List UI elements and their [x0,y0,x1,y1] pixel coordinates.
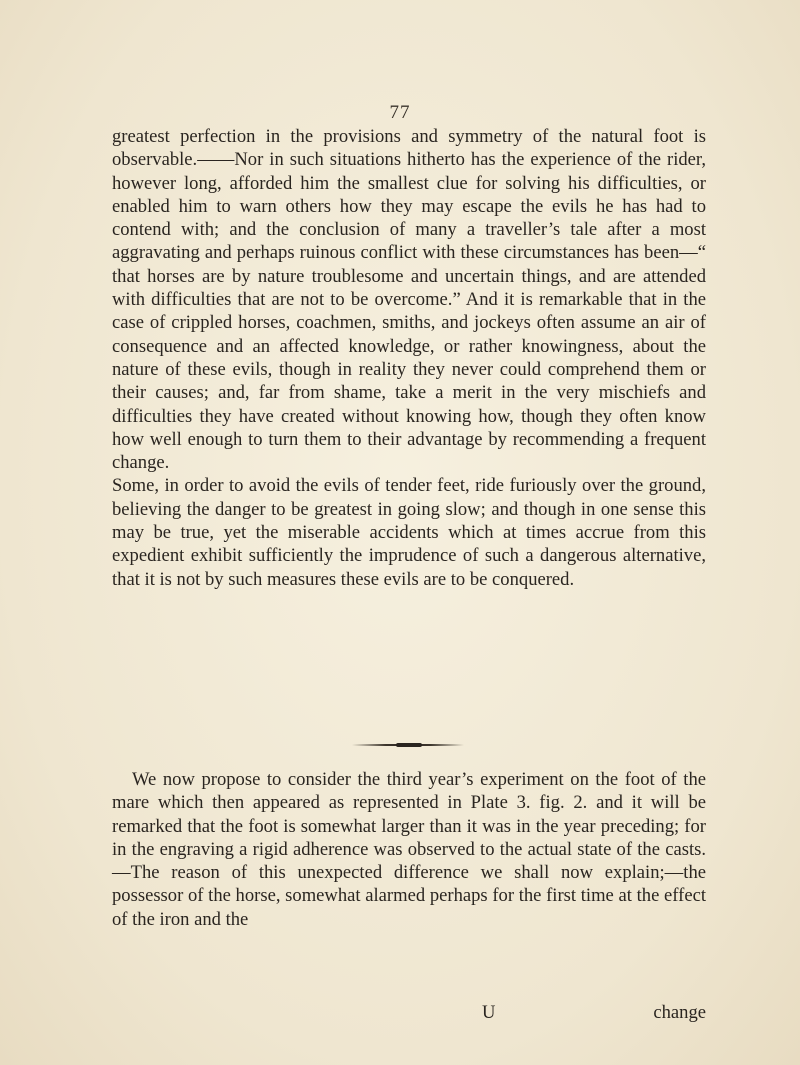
page-footer [112,1002,706,1026]
catchword: change [653,1002,706,1023]
paragraph: Some, in order to avoid the evils of tender feet, ride furiously over the ground, believing the danger to be greatest in going slow; and though in one sense this may be true, yet the miserable accidents which at times accrue from this expedient exhibit sufficiently the imprudence of such a dangerous alternative, that it is not by such measures these evils are to be conquered. [112,475,706,590]
text-section-top [112,125,706,591]
paragraph: We now propose to consider the third year’s experiment on the foot of the mare which then appeared as represented in Plate 3. fig. 2. and it will be remarked that the foot is somewhat larger than it was in the year preceding; for in the engraving a rigid adherence was observed to the actual state of the casts.—The reason of this unexpected difference we shall now explain;—the possessor of the horse, somewhat alarmed perhaps for the first time at the effect of the iron and the [112,769,706,930]
ornamental-divider [352,744,464,746]
page-number: 77 [389,102,411,123]
text-section-bottom [112,768,706,931]
signature-mark: U [482,1002,496,1023]
paragraph: greatest perfection in the provisions and symmetry of the natural foot is observable.——Nor in such situations hitherto has the experience of the rider, however long, afforded him the smallest clue for solving his difficulties, or enabled him to warn others how they may escape the evils he has had to contend with; and the conclusion of many a traveller’s tale after a most aggravating and perhaps ruinous conflict with these circumstances has been—“ that horses are by nature troublesome and uncertain things, and are attended with difficulties that are not to be overcome.” And it is remarkable that in the case of crippled horses, coachmen, smiths, and jockeys often assume an air of consequence and an affected knowledge, or rather knowingness, about the nature of these evils, though in reality they never could comprehend them or their causes; and, far from shame, take a merit in the very mischiefs and difficulties they have created without knowing how, though they often know how well enough to turn them to their advantage by recommending a frequent change. [112,126,706,474]
